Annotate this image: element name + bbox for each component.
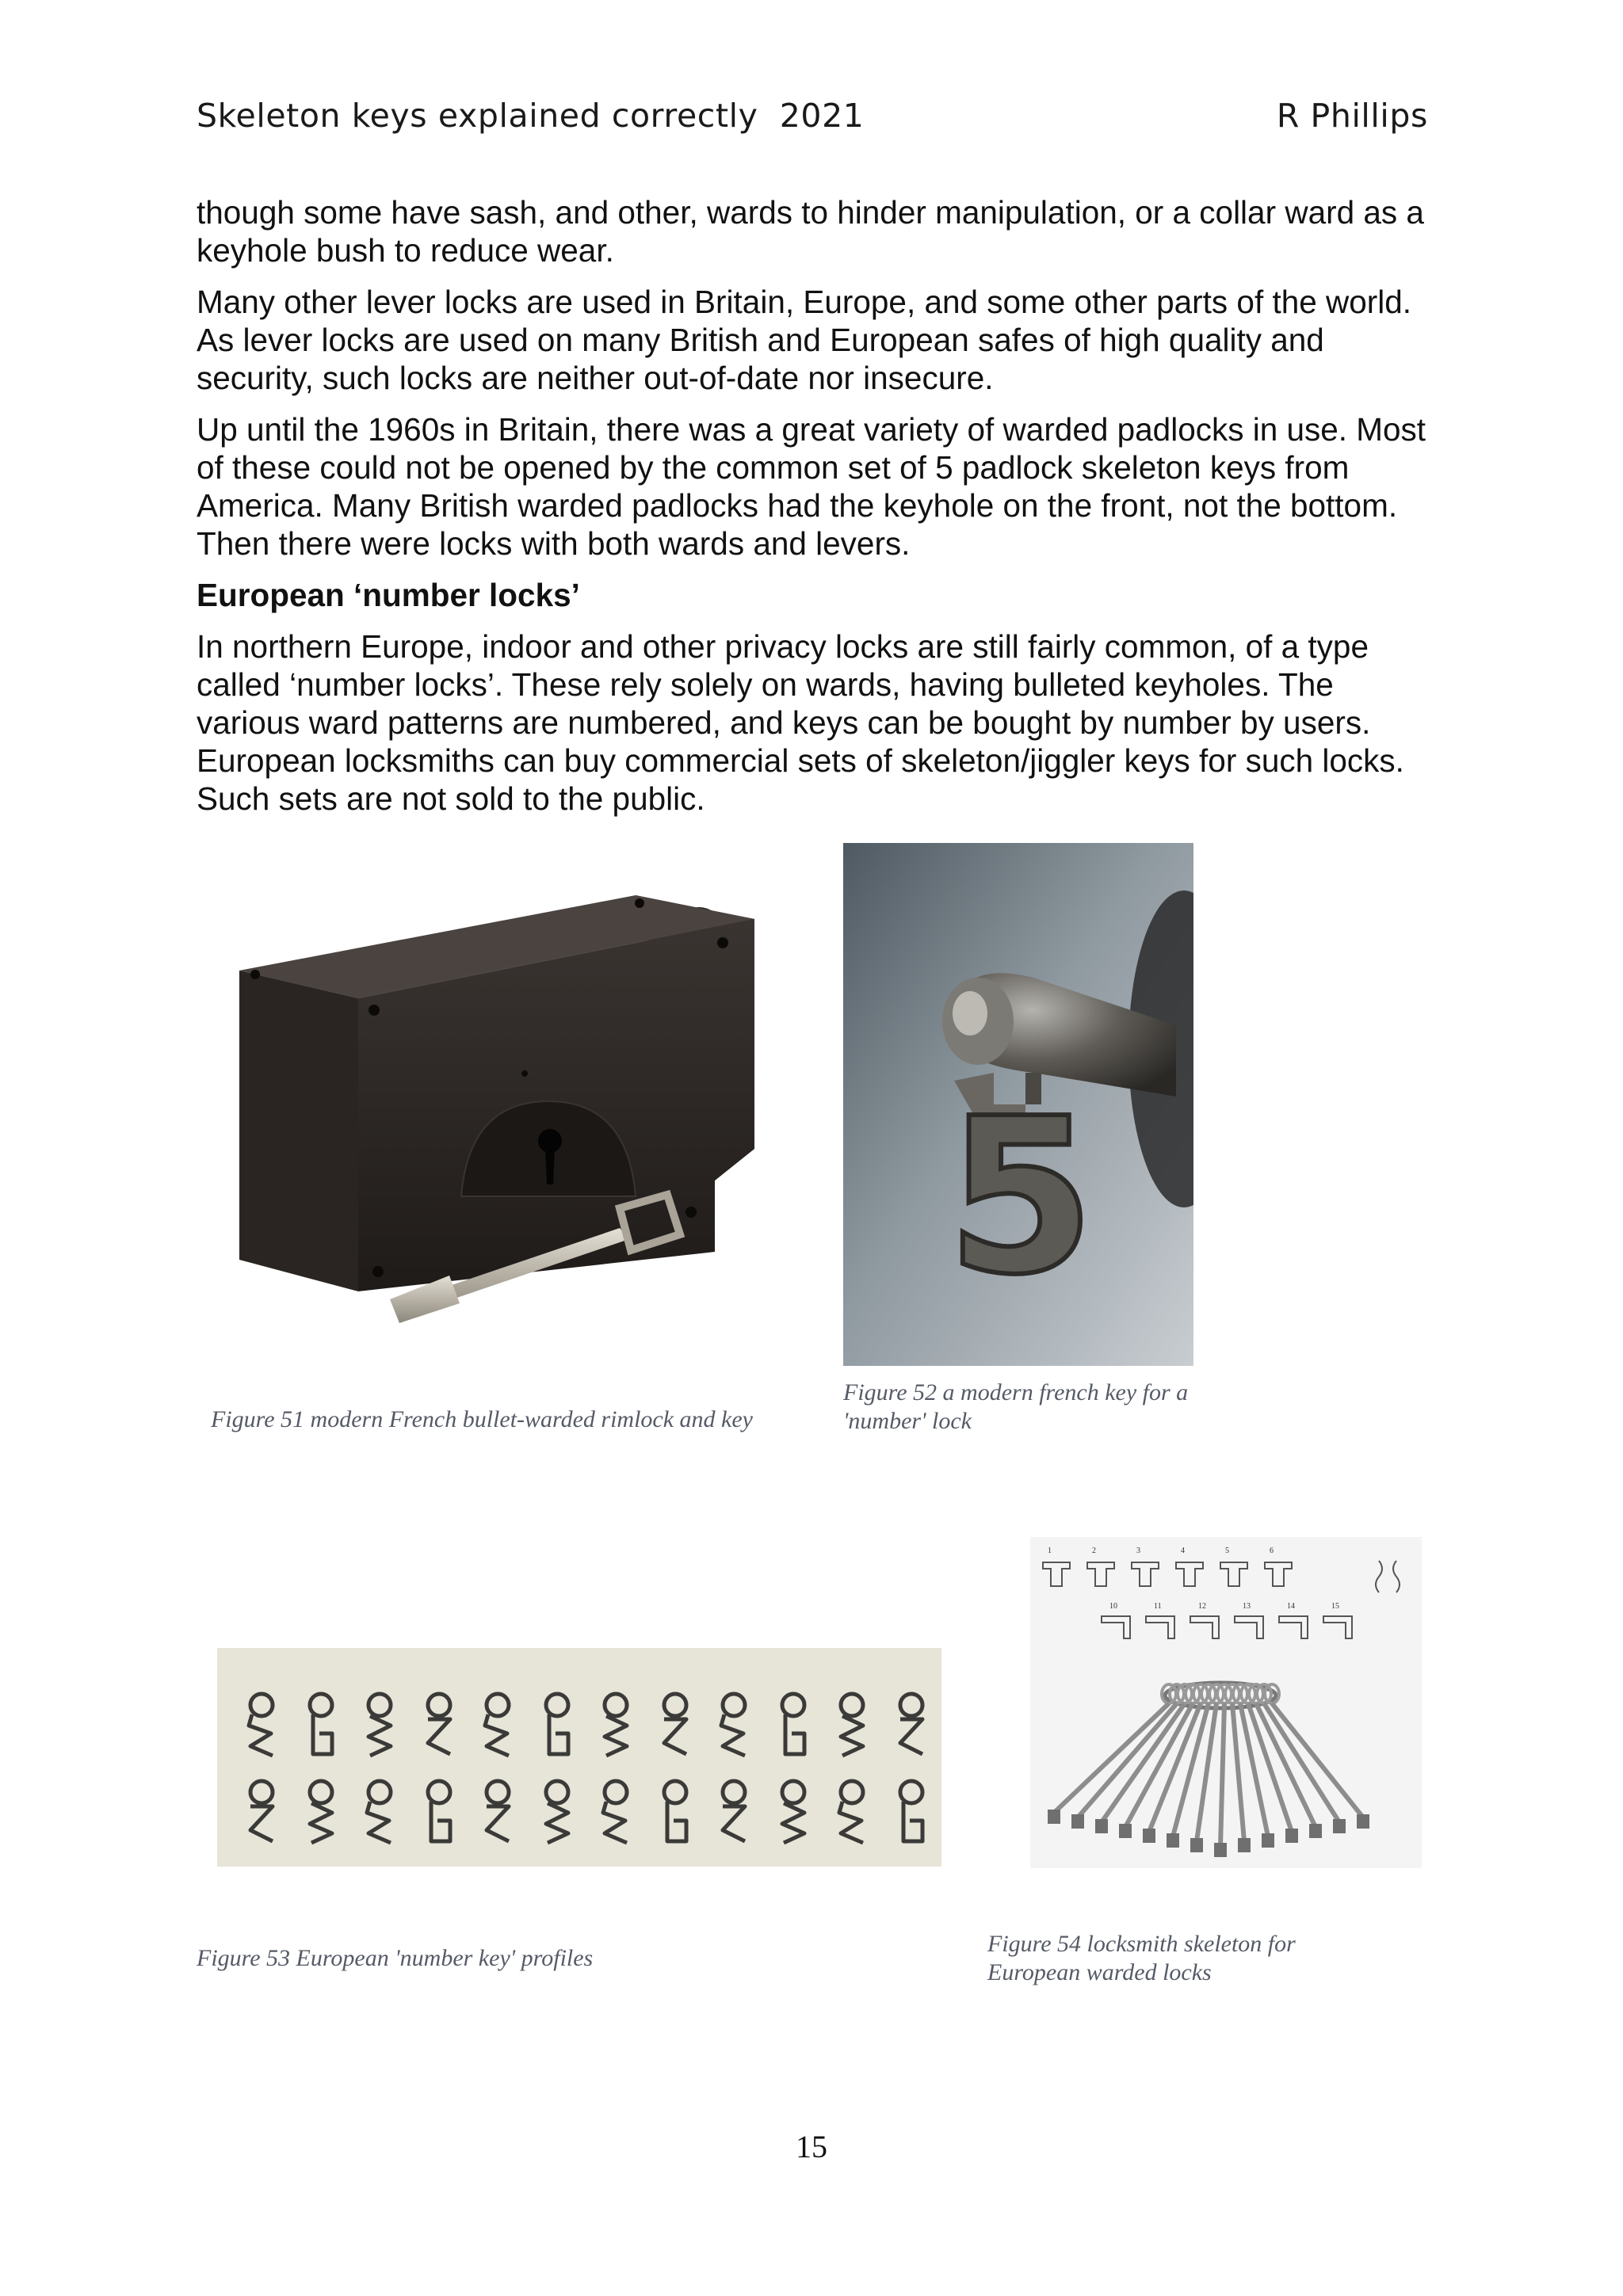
profile-outline — [1235, 1616, 1263, 1638]
key-shank — [1220, 1703, 1224, 1846]
key-bit — [1048, 1810, 1060, 1824]
profile-outline — [1190, 1616, 1219, 1638]
key-shank — [1264, 1703, 1339, 1822]
profile-outline — [1265, 1562, 1292, 1586]
paragraph: though some have sash, and other, wards to hinder manipulation, or a collar ward as a keyhole bush to reduce wear. — [197, 194, 1424, 269]
running-header-title: Skeleton keys explained correctly 2021 — [197, 97, 865, 135]
profile-outline — [1376, 1561, 1382, 1592]
profile-outline — [1087, 1562, 1114, 1586]
profile-number: 14 — [1287, 1602, 1295, 1611]
profile-number: 3 — [1136, 1547, 1140, 1555]
profile-number: 13 — [1243, 1602, 1251, 1611]
profile-outline — [1323, 1616, 1352, 1638]
key-bit — [1285, 1829, 1298, 1843]
profile-outline — [1279, 1616, 1308, 1638]
key-profile-diagrams — [1043, 1561, 1400, 1638]
profile-outline — [1132, 1562, 1159, 1586]
profile-outline — [1176, 1562, 1203, 1586]
figure-51-caption: Figure 51 modern French bullet-warded rimlock and key — [211, 1406, 753, 1432]
key-shank — [1102, 1703, 1185, 1822]
section-heading: European ‘number locks’ — [197, 577, 580, 613]
figure-52-number-key-image — [843, 843, 1193, 1366]
paragraph: In northern Europe, indoor and other privacy locks are still fairly common, of a type called ‘number locks’. These rely solely on wards, having bulleted keyholes. The various ward patterns are numbered, and keys can be bought by number by users. European locksmiths can buy commercial sets of skeleton/jiggler keys for such locks. Such sets are not sold to the public. — [197, 628, 1404, 817]
profile-number: 12 — [1198, 1602, 1206, 1611]
profile-row-bottom — [250, 1781, 922, 1843]
profile-outline — [1393, 1561, 1400, 1592]
profile-number: 11 — [1154, 1602, 1162, 1611]
figure-51-rimlock-image — [208, 879, 810, 1363]
figure-54-caption: Figure 54 locksmith skeleton for European warded locks — [987, 1931, 1296, 1985]
body-text — [197, 193, 1433, 831]
key-bit — [1190, 1838, 1203, 1852]
key-bit — [1238, 1838, 1251, 1852]
key-bit-digit: 5 — [946, 1072, 1095, 1322]
figure-52-caption: Figure 52 a modern french key for a 'number' lock — [843, 1379, 1189, 1434]
profile-number: 6 — [1270, 1547, 1274, 1555]
paragraph: Up until the 1960s in Britain, there was a great variety of warded padlocks in use. Most of these could not be opened by the common set of 5 padlock skeleton keys from America. Many British warded padlocks had the keyhole on the front, not the bottom. Then there were locks with both wards and levers. — [197, 411, 1426, 562]
key-ring-bundle — [1048, 1683, 1369, 1857]
key-bit — [1333, 1819, 1346, 1833]
key-bit — [1309, 1824, 1322, 1838]
profile-number: 1 — [1048, 1547, 1052, 1555]
key-bit — [1357, 1814, 1369, 1829]
profile-number: 10 — [1109, 1602, 1117, 1611]
profile-outline — [1220, 1562, 1247, 1586]
profile-number: 15 — [1331, 1602, 1339, 1611]
figure-54-skeleton-set-image — [1030, 1537, 1422, 1868]
profile-number: 5 — [1225, 1547, 1229, 1555]
profile-row-top — [249, 1694, 922, 1756]
key-bit — [1095, 1819, 1108, 1833]
key-bit — [1262, 1833, 1274, 1848]
paragraph: Many other lever locks are used in Britain, Europe, and some other parts of the world. As lever locks are used on many British and European safes of high quality and security, such locks are neither out-of-date nor insecure. — [197, 284, 1412, 396]
profile-outline — [1102, 1616, 1130, 1638]
key-profiles — [217, 1648, 941, 1867]
profile-number: 4 — [1181, 1547, 1185, 1555]
key-bit — [1167, 1833, 1179, 1848]
figure-53-key-profiles-image — [217, 1648, 941, 1867]
figure-53-caption: Figure 53 European 'number key' profiles — [197, 1945, 594, 1971]
key-bit — [1071, 1814, 1084, 1829]
key-bit — [1214, 1843, 1227, 1857]
key-shank — [1197, 1703, 1216, 1841]
profile-outline — [1043, 1562, 1070, 1586]
profile-numbers-top — [1048, 1547, 1274, 1555]
running-header-author: R Phillips — [1276, 97, 1428, 135]
key-bit — [1143, 1829, 1155, 1843]
profile-number: 2 — [1092, 1547, 1096, 1555]
profile-numbers-bottom — [1109, 1602, 1339, 1611]
key-shank — [1054, 1703, 1169, 1813]
profile-outline — [1146, 1616, 1174, 1638]
key-bit — [1119, 1824, 1132, 1838]
page-number: 15 — [796, 2129, 827, 2164]
